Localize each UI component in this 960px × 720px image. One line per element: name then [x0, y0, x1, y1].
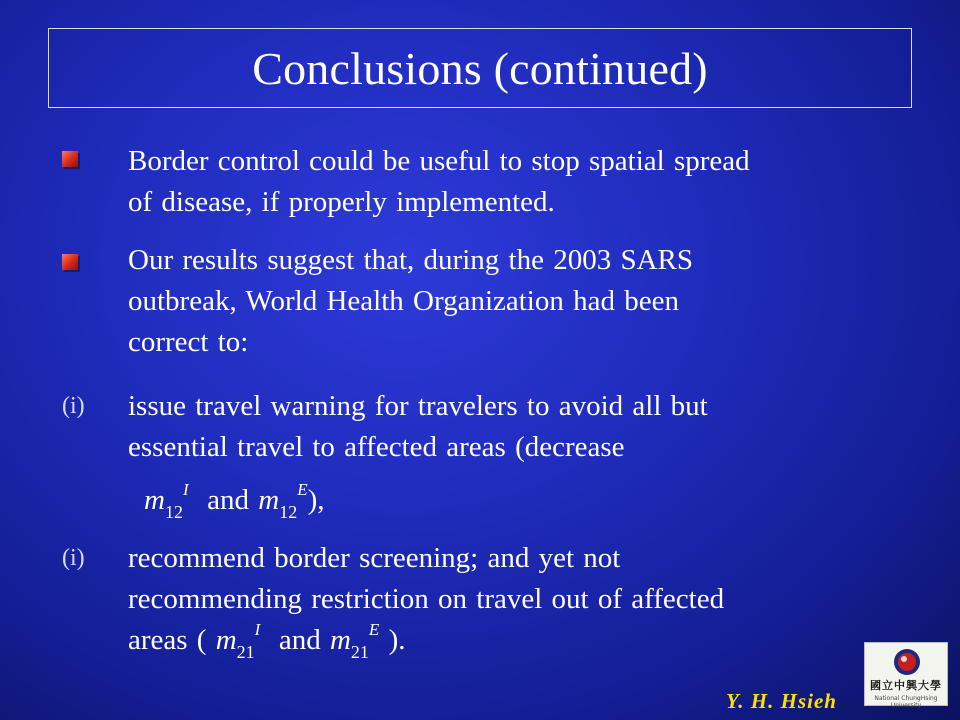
- logo-subtext: National ChungHsing University: [874, 695, 938, 709]
- math-sub: 21: [350, 642, 369, 662]
- bullet-1-line-1: Border control could be useful to stop spatial spread: [128, 145, 750, 177]
- item-marker-1: (i): [62, 393, 85, 419]
- bullet-2-line-2: outbreak, World Health Organization had been: [128, 285, 679, 317]
- math-close: ),: [307, 484, 325, 516]
- math-conj: and: [278, 624, 321, 656]
- item-1-line-2: essential travel to affected areas (decrease: [128, 431, 625, 463]
- item-2-line-1: recommend border screening; and yet not: [128, 542, 621, 574]
- math-close: ).: [379, 624, 406, 656]
- math-sup: I: [182, 480, 189, 499]
- item-1-math: [128, 480, 908, 524]
- math-var: m: [215, 624, 237, 656]
- title-box: [48, 28, 912, 108]
- bullet-2-line-3: correct to:: [128, 326, 249, 358]
- bullet-2-line-1: Our results suggest that, during the 2003 SARS: [128, 244, 693, 276]
- item-1-line-1: issue travel warning for travelers to avoid all but: [128, 390, 708, 422]
- bullet-icon: [62, 254, 78, 270]
- bullet-1-line-2: of disease, if properly implemented.: [128, 186, 555, 218]
- item-text-2: [128, 538, 908, 664]
- bullet-text-2: [128, 240, 908, 363]
- bullet-icon: [62, 151, 78, 167]
- math-sub: 12: [164, 502, 183, 522]
- slide-title: Conclusions (continued): [252, 42, 708, 94]
- item-2-line-2: recommending restriction on travel out of affected: [128, 583, 725, 615]
- bullet-text-1: [128, 141, 908, 223]
- emblem-icon: [893, 648, 921, 676]
- math-var: m: [258, 484, 280, 516]
- math-sub: 21: [236, 642, 255, 662]
- math-sup: E: [297, 480, 308, 499]
- item-2-math: [128, 620, 908, 664]
- author-name: Y. H. Hsieh: [726, 689, 837, 713]
- math-var: m: [144, 484, 165, 516]
- math-sup: I: [254, 620, 261, 639]
- math-sub: 12: [279, 502, 298, 522]
- university-logo: [864, 642, 948, 709]
- logo-text: 國立中興大學: [870, 679, 942, 692]
- math-lead: areas (: [128, 624, 216, 656]
- math-var: m: [329, 624, 351, 656]
- math-sup: E: [368, 620, 380, 639]
- item-marker-2: (i): [62, 545, 85, 571]
- item-text-1: [128, 386, 908, 524]
- math-conj: and: [207, 484, 249, 516]
